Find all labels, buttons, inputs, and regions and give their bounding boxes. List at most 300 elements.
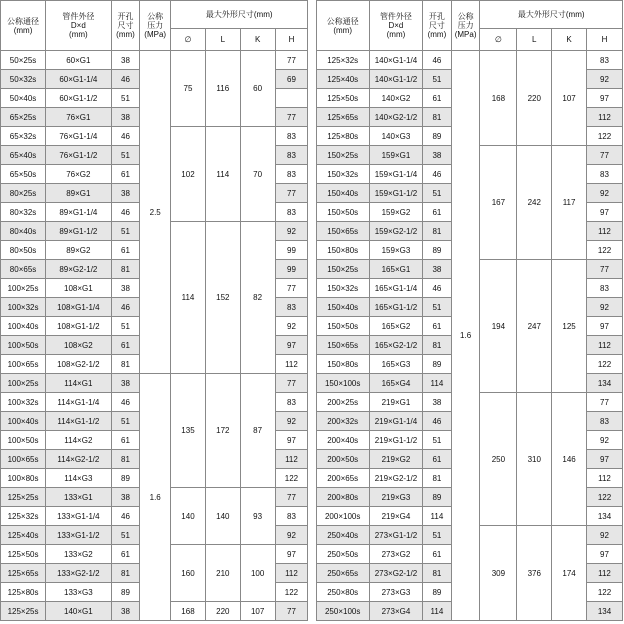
- nominal-size-cell: 200×100s: [316, 507, 369, 526]
- hole-size-cell: 51: [423, 184, 452, 203]
- dim-l-cell: 172: [205, 374, 240, 488]
- dim-h-cell: 99: [275, 241, 308, 260]
- table-gap: [308, 602, 316, 621]
- dim-h-cell: 83: [586, 51, 622, 70]
- hole-size-cell: 51: [111, 146, 140, 165]
- nominal-size-cell: 125×40s: [1, 526, 46, 545]
- hole-size-cell: 61: [111, 336, 140, 355]
- dim-k-cell: 125: [552, 260, 587, 393]
- nominal-size-cell: 150×32s: [316, 279, 369, 298]
- pipe-od-cell: 114×G2: [46, 431, 112, 450]
- nominal-size-cell: 100×50s: [1, 336, 46, 355]
- pipe-od-cell: 140×G1: [46, 602, 112, 621]
- dim-h-cell: 83: [275, 298, 308, 317]
- table-gap: [308, 203, 316, 222]
- nominal-size-cell: 125×65s: [316, 108, 369, 127]
- dim-h-cell: 83: [586, 165, 622, 184]
- table-gap: [308, 222, 316, 241]
- hole-size-cell: 89: [111, 469, 140, 488]
- hole-size-cell: 51: [423, 526, 452, 545]
- pipe-od-cell: 273×G4: [369, 602, 422, 621]
- hole-size-cell: 61: [423, 89, 452, 108]
- header-pressure: 公称 压力 (MPa): [451, 1, 480, 51]
- hole-size-cell: 81: [423, 469, 452, 488]
- pipe-od-cell: 114×G1-1/2: [46, 412, 112, 431]
- hole-size-cell: 51: [423, 70, 452, 89]
- dim-h-cell: 77: [275, 374, 308, 393]
- nominal-size-cell: 125×50s: [316, 89, 369, 108]
- pipe-od-cell: 76×G2: [46, 165, 112, 184]
- nominal-size-cell: 200×32s: [316, 412, 369, 431]
- header-phi: ∅: [171, 29, 206, 51]
- pipe-od-cell: 133×G1-1/4: [46, 507, 112, 526]
- dim-l-cell: 247: [517, 260, 552, 393]
- dim-l-cell: 310: [517, 393, 552, 526]
- nominal-size-cell: 50×25s: [1, 51, 46, 70]
- dim-h-cell: 83: [586, 412, 622, 431]
- hole-size-cell: 61: [111, 431, 140, 450]
- pipe-od-cell: 219×G3: [369, 488, 422, 507]
- pipe-od-cell: 60×G1-1/4: [46, 70, 112, 89]
- table-gap: [308, 184, 316, 203]
- hole-size-cell: 61: [423, 450, 452, 469]
- dim-k-cell: 82: [240, 222, 275, 374]
- hole-size-cell: 46: [111, 203, 140, 222]
- dim-l-cell: 220: [517, 51, 552, 146]
- pressure-cell: 2.5: [140, 51, 171, 374]
- dim-h-cell: [275, 89, 308, 108]
- dim-h-cell: 83: [586, 279, 622, 298]
- dim-h-cell: 99: [275, 260, 308, 279]
- nominal-size-cell: 125×32s: [316, 51, 369, 70]
- table-gap: [308, 260, 316, 279]
- pipe-od-cell: 108×G2: [46, 336, 112, 355]
- nominal-size-cell: 100×32s: [1, 393, 46, 412]
- dim-l-cell: 376: [517, 526, 552, 621]
- dim-h-cell: 77: [275, 51, 308, 70]
- hole-size-cell: 61: [111, 241, 140, 260]
- hole-size-cell: 51: [111, 412, 140, 431]
- dim-h-cell: 122: [275, 583, 308, 602]
- hole-size-cell: 38: [111, 488, 140, 507]
- hole-size-cell: 81: [423, 336, 452, 355]
- table-gap: [308, 583, 316, 602]
- header-max-dims: 最大外形尺寸(mm): [171, 1, 308, 29]
- pipe-od-cell: 219×G4: [369, 507, 422, 526]
- pipe-od-cell: 273×G1-1/2: [369, 526, 422, 545]
- pipe-od-cell: 133×G2-1/2: [46, 564, 112, 583]
- dim-phi-cell: 167: [480, 146, 517, 260]
- hole-size-cell: 46: [111, 127, 140, 146]
- pipe-od-cell: 114×G1: [46, 374, 112, 393]
- nominal-size-cell: 200×25s: [316, 393, 369, 412]
- table-gap: [308, 469, 316, 488]
- nominal-size-cell: 50×32s: [1, 70, 46, 89]
- dim-h-cell: 92: [275, 526, 308, 545]
- pressure-cell: 1.6: [451, 51, 480, 621]
- nominal-size-cell: 100×25s: [1, 374, 46, 393]
- hole-size-cell: 114: [423, 602, 452, 621]
- nominal-size-cell: 100×40s: [1, 317, 46, 336]
- table-gap: [308, 241, 316, 260]
- pipe-od-cell: 89×G1: [46, 184, 112, 203]
- nominal-size-cell: 200×40s: [316, 431, 369, 450]
- dim-h-cell: 77: [586, 393, 622, 412]
- table-row: [1, 146, 623, 165]
- hole-size-cell: 89: [423, 127, 452, 146]
- pipe-od-cell: 114×G1-1/4: [46, 393, 112, 412]
- pipe-od-cell: 140×G2: [369, 89, 422, 108]
- hole-size-cell: 81: [423, 222, 452, 241]
- dim-phi-cell: 102: [171, 127, 206, 222]
- nominal-size-cell: 150×80s: [316, 355, 369, 374]
- header-pipe-od: 管件外径 D×d (mm): [369, 1, 422, 51]
- dim-h-cell: 122: [586, 241, 622, 260]
- table-gap: [308, 89, 316, 108]
- hole-size-cell: 89: [423, 355, 452, 374]
- nominal-size-cell: 150×50s: [316, 317, 369, 336]
- dim-phi-cell: 160: [171, 545, 206, 602]
- hole-size-cell: 38: [423, 260, 452, 279]
- pipe-od-cell: 133×G2: [46, 545, 112, 564]
- pipe-od-cell: 140×G2-1/2: [369, 108, 422, 127]
- nominal-size-cell: 65×25s: [1, 108, 46, 127]
- hole-size-cell: 38: [111, 51, 140, 70]
- table-gap: [308, 431, 316, 450]
- hole-size-cell: 51: [111, 89, 140, 108]
- dim-h-cell: 97: [586, 450, 622, 469]
- dim-k-cell: 107: [240, 602, 275, 621]
- dim-l-cell: 152: [205, 222, 240, 374]
- pipe-od-cell: 159×G2: [369, 203, 422, 222]
- nominal-size-cell: 125×80s: [1, 583, 46, 602]
- dim-l-cell: 114: [205, 127, 240, 222]
- table-row: [1, 260, 623, 279]
- nominal-size-cell: 200×65s: [316, 469, 369, 488]
- table-gap: [308, 127, 316, 146]
- dim-h-cell: 112: [275, 450, 308, 469]
- dim-h-cell: 122: [586, 355, 622, 374]
- pipe-od-cell: 159×G1-1/4: [369, 165, 422, 184]
- hole-size-cell: 89: [423, 488, 452, 507]
- pipe-od-cell: 108×G1: [46, 279, 112, 298]
- hole-size-cell: 61: [111, 545, 140, 564]
- nominal-size-cell: 65×40s: [1, 146, 46, 165]
- nominal-size-cell: 250×65s: [316, 564, 369, 583]
- hole-size-cell: 38: [423, 393, 452, 412]
- nominal-size-cell: 65×32s: [1, 127, 46, 146]
- dim-l-cell: 140: [205, 488, 240, 545]
- table-gap: [308, 507, 316, 526]
- dim-h-cell: 112: [586, 108, 622, 127]
- nominal-size-cell: 250×50s: [316, 545, 369, 564]
- hole-size-cell: 61: [423, 317, 452, 336]
- dim-h-cell: 134: [586, 507, 622, 526]
- hole-size-cell: 114: [423, 507, 452, 526]
- pipe-od-cell: 76×G1-1/4: [46, 127, 112, 146]
- hole-size-cell: 46: [111, 393, 140, 412]
- table-gap: [308, 336, 316, 355]
- pipe-od-cell: 133×G1: [46, 488, 112, 507]
- hole-size-cell: 46: [423, 412, 452, 431]
- dim-h-cell: 122: [586, 488, 622, 507]
- nominal-size-cell: 100×80s: [1, 469, 46, 488]
- table-gap: [308, 564, 316, 583]
- dim-phi-cell: 309: [480, 526, 517, 621]
- dim-h-cell: 112: [586, 222, 622, 241]
- dim-h-cell: 77: [275, 108, 308, 127]
- dim-h-cell: 92: [275, 317, 308, 336]
- table-gap: [308, 108, 316, 127]
- pipe-od-cell: 165×G1-1/4: [369, 279, 422, 298]
- hole-size-cell: 46: [111, 298, 140, 317]
- hole-size-cell: 46: [111, 70, 140, 89]
- hole-size-cell: 51: [111, 222, 140, 241]
- hole-size-cell: 46: [423, 165, 452, 184]
- header-l: L: [205, 29, 240, 51]
- table-gap: [308, 545, 316, 564]
- dim-h-cell: 122: [586, 583, 622, 602]
- dim-h-cell: 92: [586, 184, 622, 203]
- dim-h-cell: 112: [586, 336, 622, 355]
- nominal-size-cell: 125×40s: [316, 70, 369, 89]
- dim-h-cell: 83: [275, 393, 308, 412]
- dim-h-cell: 92: [586, 526, 622, 545]
- hole-size-cell: 51: [423, 431, 452, 450]
- nominal-size-cell: 200×80s: [316, 488, 369, 507]
- pipe-od-cell: 89×G2-1/2: [46, 260, 112, 279]
- header-k: K: [240, 29, 275, 51]
- table-row: [1, 526, 623, 545]
- table-gap: [308, 488, 316, 507]
- table-gap: [308, 393, 316, 412]
- hole-size-cell: 38: [111, 279, 140, 298]
- header-l: L: [517, 29, 552, 51]
- dim-h-cell: 112: [586, 469, 622, 488]
- dim-h-cell: 83: [275, 203, 308, 222]
- table-gap: [308, 317, 316, 336]
- dim-phi-cell: 75: [171, 51, 206, 127]
- dim-l-cell: 242: [517, 146, 552, 260]
- dim-k-cell: 174: [552, 526, 587, 621]
- pipe-od-cell: 133×G3: [46, 583, 112, 602]
- table-gap: [308, 279, 316, 298]
- table-gap: [308, 298, 316, 317]
- hole-size-cell: 61: [423, 545, 452, 564]
- dim-phi-cell: 135: [171, 374, 206, 488]
- pipe-od-cell: 60×G1-1/2: [46, 89, 112, 108]
- dim-k-cell: 93: [240, 488, 275, 545]
- pipe-od-cell: 219×G2-1/2: [369, 469, 422, 488]
- nominal-size-cell: 200×50s: [316, 450, 369, 469]
- nominal-size-cell: 80×25s: [1, 184, 46, 203]
- dim-h-cell: 77: [275, 279, 308, 298]
- hole-size-cell: 81: [111, 260, 140, 279]
- header-h: H: [275, 29, 308, 51]
- hole-size-cell: 81: [423, 108, 452, 127]
- pipe-od-cell: 165×G1-1/2: [369, 298, 422, 317]
- pipe-od-cell: 165×G2-1/2: [369, 336, 422, 355]
- pipe-od-cell: 140×G1-1/4: [369, 51, 422, 70]
- hole-size-cell: 114: [423, 374, 452, 393]
- hole-size-cell: 81: [111, 450, 140, 469]
- dim-h-cell: 97: [275, 431, 308, 450]
- pressure-cell: 1.6: [140, 374, 171, 621]
- dim-h-cell: 97: [586, 545, 622, 564]
- table-gap: [308, 412, 316, 431]
- hole-size-cell: 81: [423, 564, 452, 583]
- dim-h-cell: 134: [586, 602, 622, 621]
- nominal-size-cell: 125×50s: [1, 545, 46, 564]
- header-nominal-size: 公称通径 (mm): [1, 1, 46, 51]
- dim-l-cell: 220: [205, 602, 240, 621]
- nominal-size-cell: 80×32s: [1, 203, 46, 222]
- nominal-size-cell: 150×80s: [316, 241, 369, 260]
- pipe-od-cell: 76×G1-1/2: [46, 146, 112, 165]
- pipe-od-cell: 159×G1: [369, 146, 422, 165]
- pipe-od-cell: 165×G3: [369, 355, 422, 374]
- nominal-size-cell: 150×32s: [316, 165, 369, 184]
- pipe-od-cell: 219×G1: [369, 393, 422, 412]
- pipe-od-cell: 108×G1-1/4: [46, 298, 112, 317]
- dim-h-cell: 77: [275, 488, 308, 507]
- nominal-size-cell: 80×50s: [1, 241, 46, 260]
- dim-h-cell: 92: [586, 431, 622, 450]
- header-nominal-size: 公称通径 (mm): [316, 1, 369, 51]
- table-gap: [308, 70, 316, 89]
- hole-size-cell: 89: [423, 241, 452, 260]
- nominal-size-cell: 250×100s: [316, 602, 369, 621]
- nominal-size-cell: 125×80s: [316, 127, 369, 146]
- nominal-size-cell: 125×25s: [1, 488, 46, 507]
- dim-phi-cell: 250: [480, 393, 517, 526]
- pipe-od-cell: 89×G1-1/2: [46, 222, 112, 241]
- nominal-size-cell: 125×32s: [1, 507, 46, 526]
- hole-size-cell: 46: [423, 51, 452, 70]
- nominal-size-cell: 100×65s: [1, 355, 46, 374]
- dim-h-cell: 77: [586, 260, 622, 279]
- dim-h-cell: 83: [275, 127, 308, 146]
- header-max-dims: 最大外形尺寸(mm): [480, 1, 623, 29]
- dim-h-cell: 122: [586, 127, 622, 146]
- hole-size-cell: 89: [111, 583, 140, 602]
- dim-k-cell: 146: [552, 393, 587, 526]
- dim-k-cell: 87: [240, 374, 275, 488]
- dim-k-cell: 60: [240, 51, 275, 127]
- table-gap: [308, 374, 316, 393]
- dim-h-cell: 83: [275, 507, 308, 526]
- dim-h-cell: 69: [275, 70, 308, 89]
- pipe-od-cell: 76×G1: [46, 108, 112, 127]
- table-gap: [308, 450, 316, 469]
- dim-k-cell: 117: [552, 146, 587, 260]
- nominal-size-cell: 65×50s: [1, 165, 46, 184]
- pipe-od-cell: 219×G1-1/4: [369, 412, 422, 431]
- hole-size-cell: 38: [111, 108, 140, 127]
- dim-h-cell: 122: [275, 469, 308, 488]
- nominal-size-cell: 150×50s: [316, 203, 369, 222]
- pipe-od-cell: 89×G1-1/4: [46, 203, 112, 222]
- pipe-od-cell: 273×G2: [369, 545, 422, 564]
- hole-size-cell: 38: [111, 374, 140, 393]
- dim-h-cell: 112: [275, 355, 308, 374]
- table-row: [1, 51, 623, 70]
- nominal-size-cell: 100×50s: [1, 431, 46, 450]
- nominal-size-cell: 100×65s: [1, 450, 46, 469]
- nominal-size-cell: 150×40s: [316, 184, 369, 203]
- pipe-od-cell: 165×G2: [369, 317, 422, 336]
- nominal-size-cell: 250×40s: [316, 526, 369, 545]
- hole-size-cell: 81: [111, 355, 140, 374]
- dim-phi-cell: 140: [171, 488, 206, 545]
- pipe-od-cell: 60×G1: [46, 51, 112, 70]
- pipe-od-cell: 159×G2-1/2: [369, 222, 422, 241]
- hole-size-cell: 46: [111, 507, 140, 526]
- nominal-size-cell: 125×65s: [1, 564, 46, 583]
- dim-k-cell: 70: [240, 127, 275, 222]
- pipe-od-cell: 273×G3: [369, 583, 422, 602]
- table-gap: [308, 526, 316, 545]
- dim-h-cell: 92: [586, 298, 622, 317]
- dim-phi-cell: 114: [171, 222, 206, 374]
- pipe-od-cell: 219×G1-1/2: [369, 431, 422, 450]
- hole-size-cell: 61: [423, 203, 452, 222]
- nominal-size-cell: 150×65s: [316, 222, 369, 241]
- dim-h-cell: 112: [586, 564, 622, 583]
- nominal-size-cell: 150×65s: [316, 336, 369, 355]
- dim-h-cell: 97: [586, 203, 622, 222]
- hole-size-cell: 61: [111, 165, 140, 184]
- hole-size-cell: 38: [111, 184, 140, 203]
- nominal-size-cell: 100×40s: [1, 412, 46, 431]
- dim-h-cell: 77: [275, 602, 308, 621]
- pipe-od-cell: 114×G3: [46, 469, 112, 488]
- nominal-size-cell: 50×40s: [1, 89, 46, 108]
- spec-table-body: [1, 51, 623, 621]
- dim-h-cell: 92: [275, 412, 308, 431]
- pipe-od-cell: 159×G3: [369, 241, 422, 260]
- pipe-od-cell: 114×G2-1/2: [46, 450, 112, 469]
- header-pressure: 公称 压力 (MPa): [140, 1, 171, 51]
- pipe-od-cell: 108×G2-1/2: [46, 355, 112, 374]
- dim-h-cell: 77: [586, 146, 622, 165]
- dim-h-cell: 83: [275, 146, 308, 165]
- table-gap: [308, 165, 316, 184]
- dim-h-cell: 97: [275, 336, 308, 355]
- dim-h-cell: 77: [275, 184, 308, 203]
- nominal-size-cell: 100×25s: [1, 279, 46, 298]
- dim-h-cell: 97: [275, 545, 308, 564]
- dim-h-cell: 92: [586, 70, 622, 89]
- header-h: H: [586, 29, 622, 51]
- dim-l-cell: 210: [205, 545, 240, 602]
- hole-size-cell: 51: [423, 298, 452, 317]
- header-hole-size: 开孔 尺寸 (mm): [111, 1, 140, 51]
- dim-h-cell: 134: [586, 374, 622, 393]
- nominal-size-cell: 150×40s: [316, 298, 369, 317]
- nominal-size-cell: 150×100s: [316, 374, 369, 393]
- table-gap: [308, 146, 316, 165]
- dim-h-cell: 92: [275, 222, 308, 241]
- pipe-od-cell: 140×G3: [369, 127, 422, 146]
- dim-h-cell: 97: [586, 317, 622, 336]
- dim-h-cell: 83: [275, 165, 308, 184]
- dim-l-cell: 116: [205, 51, 240, 127]
- hole-size-cell: 51: [111, 317, 140, 336]
- nominal-size-cell: 125×25s: [1, 602, 46, 621]
- dim-h-cell: 112: [275, 564, 308, 583]
- hole-size-cell: 89: [423, 583, 452, 602]
